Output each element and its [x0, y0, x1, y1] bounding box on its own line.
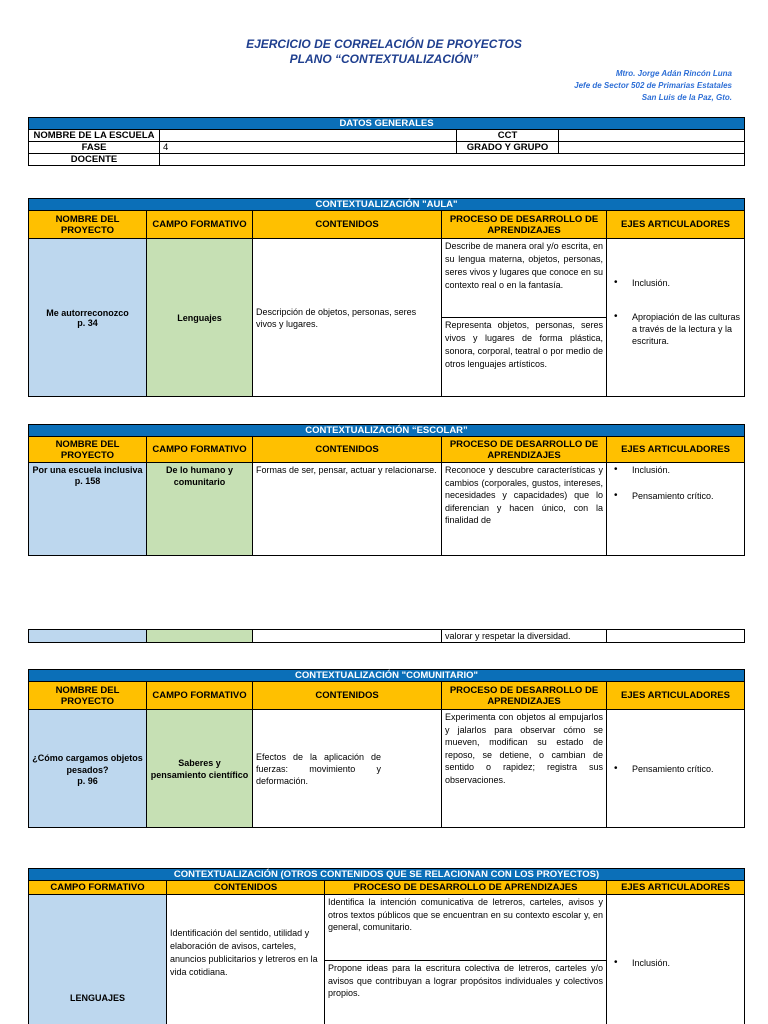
col-contenidos: CONTENIDOS [253, 437, 442, 463]
escolar-proceso-1: Reconoce y descubre características y cambios (corporales, gustos, intereses, necesidades y capacidades) que lo diferencian y hacen único, con la finalidad de [442, 463, 607, 556]
comunitario-proyecto-cell [29, 710, 147, 828]
escolar-cont-ejes [607, 630, 745, 643]
escuela-field[interactable] [160, 130, 457, 142]
fase-label: FASE [29, 142, 160, 154]
col-proyecto: NOMBRE DEL PROYECTO [29, 437, 147, 463]
aula-proyecto-page: p. 34 [77, 317, 98, 328]
col-proyecto: NOMBRE DEL PROYECTO [29, 682, 147, 710]
escolar-cont-campo [147, 630, 253, 643]
fase-field[interactable]: 4 [160, 142, 457, 154]
otros-col-proceso: PROCESO DE DESARROLLO DE APRENDIZAJES [325, 881, 607, 895]
author-place: San Luis de la Paz, Gto. [641, 93, 732, 102]
comunitario-ejes [607, 710, 745, 828]
docente-field[interactable] [160, 154, 745, 166]
col-ejes: EJES ARTICULADORES [607, 437, 745, 463]
aula-contenido: Descripción de objetos, personas, seres vivos y lugares. [253, 239, 442, 397]
aula-eje-1: • Inclusión. [610, 277, 741, 289]
col-campo: CAMPO FORMATIVO [147, 211, 253, 239]
docente-label: DOCENTE [29, 154, 160, 166]
col-contenidos: CONTENIDOS [253, 682, 442, 710]
escuela-label: NOMBRE DE LA ESCUELA [29, 130, 160, 142]
comunitario-campo: Saberes y pensamiento científico [147, 710, 253, 828]
grado-label: GRADO Y GRUPO [457, 142, 559, 154]
escolar-campo: De lo humano y comunitario [147, 463, 253, 556]
otros-proceso-1: Identifica la intención comunicativa de letreros, carteles, avisos y otros textos públicos que se encuentran en su contexto escolar y, en general, comunitario. [325, 895, 607, 961]
col-proceso: PROCESO DE DESARROLLO DE APRENDIZAJES [442, 437, 607, 463]
aula-eje-2: • Apropiación de las culturas a través de la lectura y la escritura. [610, 311, 741, 347]
datos-generales-band: DATOS GENERALES [29, 118, 745, 130]
otros-col-campo: CAMPO FORMATIVO [29, 881, 167, 895]
escolar-proyecto-cell [29, 463, 147, 556]
col-proceso: PROCESO DE DESARROLLO DE APRENDIZAJES [442, 211, 607, 239]
comunitario-proceso-1: Experimenta con objetos al empujarlos y jalarlos para observar cómo se mueven, modifican su estado de reposo, se detiene, o cambian de sentido o rapidez; registra sus observaciones. [442, 710, 607, 828]
comunitario-proyecto-page: p. 96 [77, 775, 98, 786]
cct-label: CCT [457, 130, 559, 142]
escolar-eje-2: • Pensamiento crítico. [610, 490, 741, 502]
col-proceso: PROCESO DE DESARROLLO DE APRENDIZAJES [442, 682, 607, 710]
comunitario-contenido: Efectos de la aplicación de fuerzas: movimiento y deformación. [253, 710, 442, 828]
document-subtitle: PLANO “CONTEXTUALIZACIÓN” [289, 52, 479, 66]
otros-ejes [607, 895, 745, 1024]
col-ejes: EJES ARTICULADORES [607, 211, 745, 239]
escolar-eje-1: • Inclusión. [610, 464, 741, 476]
datos-generales-table [28, 117, 745, 166]
aula-proyecto-name: Me autorreconozco [46, 307, 129, 318]
aula-proceso-2: Representa objetos, personas, seres vivos y lugares de forma plástica, sonora, corporal, teatral o por medio de otros lenguajes artísticos. [442, 318, 607, 397]
col-campo: CAMPO FORMATIVO [147, 682, 253, 710]
aula-band: CONTEXTUALIZACIÓN "AULA" [29, 199, 745, 211]
comunitario-band: CONTEXTUALIZACIÓN "COMUNITARIO" [29, 670, 745, 682]
otros-proceso-2: Propone ideas para la escritura colectiva de letreros, carteles y/o avisos que contribuyan a lograr propósitos individuales y colectivos propios. [325, 961, 607, 1024]
author-block [574, 68, 732, 104]
escolar-continuation-table [28, 629, 745, 643]
author-name: Mtro. Jorge Adán Rincón Luna [615, 69, 732, 78]
otros-col-contenidos: CONTENIDOS [167, 881, 325, 895]
escolar-band: CONTEXTUALIZACIÓN “ESCOLAR” [29, 425, 745, 437]
aula-proyecto-cell [29, 239, 147, 397]
document-title: EJERCICIO DE CORRELACIÓN DE PROYECTOS [246, 37, 522, 51]
grado-field[interactable] [559, 142, 745, 154]
cct-field[interactable] [559, 130, 745, 142]
aula-table [28, 198, 745, 397]
escolar-proceso-2: valorar y respetar la diversidad. [442, 630, 607, 643]
otros-campo: LENGUAJES [29, 895, 167, 1024]
aula-proceso-1: Describe de manera oral y/o escrita, en su lengua materna, objetos, personas, seres vivos y lugares que conoce en su contexto real o en la fantasía. [442, 239, 607, 318]
author-role: Jefe de Sector 502 de Primarias Estatales [574, 81, 732, 90]
escolar-proyecto-name: Por una escuela inclusiva [32, 465, 143, 475]
col-campo: CAMPO FORMATIVO [147, 437, 253, 463]
comunitario-eje-1: • Pensamiento crítico. [610, 763, 741, 775]
otros-col-ejes: EJES ARTICULADORES [607, 881, 745, 895]
escolar-cont-proyecto [29, 630, 147, 643]
escolar-table [28, 424, 745, 556]
aula-campo: Lenguajes [147, 239, 253, 397]
col-ejes: EJES ARTICULADORES [607, 682, 745, 710]
escolar-ejes [607, 463, 745, 556]
escolar-contenido: Formas de ser, pensar, actuar y relacionarse. [253, 463, 442, 556]
escolar-cont-contenido [253, 630, 442, 643]
col-contenidos: CONTENIDOS [253, 211, 442, 239]
otros-eje-1: • Inclusión. [610, 957, 741, 969]
col-proyecto: NOMBRE DEL PROYECTO [29, 211, 147, 239]
comunitario-table [28, 669, 745, 828]
escolar-proyecto-page: p. 158 [74, 476, 101, 486]
aula-ejes [607, 239, 745, 397]
otros-table [28, 868, 745, 1024]
otros-contenido: Identificación del sentido, utilidad y elaboración de avisos, carteles, anuncios publicitarios y letreros en la vida cotidiana. [167, 895, 325, 1024]
comunitario-proyecto-name: ¿Cómo cargamos objetos pesados? [32, 752, 143, 775]
otros-band: CONTEXTUALIZACIÓN (OTROS CONTENIDOS QUE SE RELACIONAN CON LOS PROYECTOS) [29, 869, 745, 881]
